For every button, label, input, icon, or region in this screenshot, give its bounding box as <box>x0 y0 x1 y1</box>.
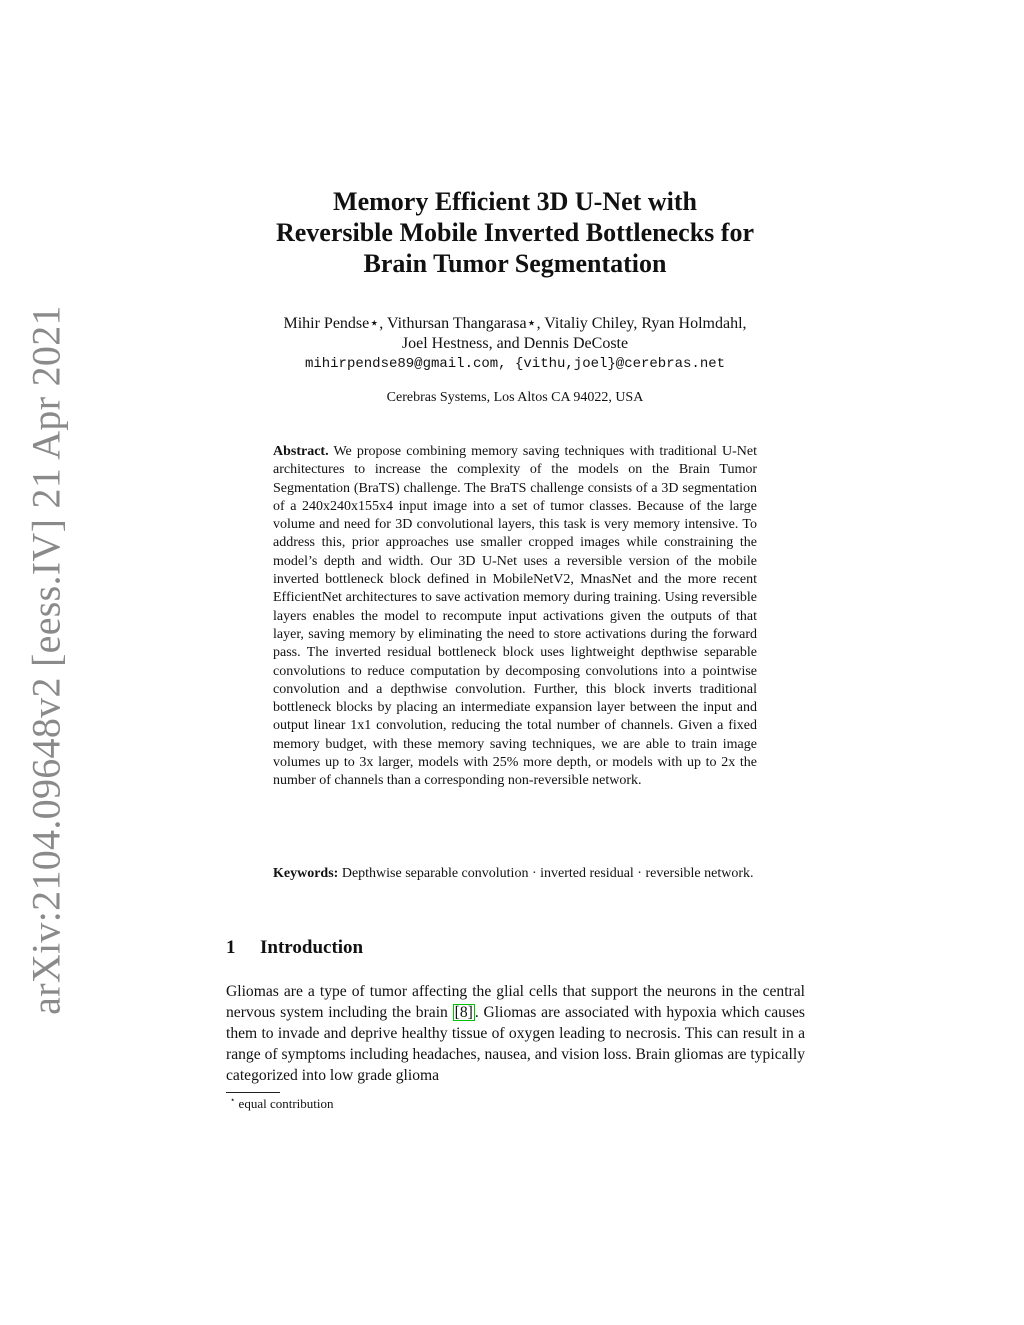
intro-text-after: . Gliomas are associated with hypoxia which causes them to invade and deprive healthy tissue of oxygen leading to necrosis. This can result in a range of symptoms including headaches, nausea, and vision loss. Brain gliomas are typically categorized into low grade glioma <box>226 1004 805 1084</box>
footnote-marker: ⋆ <box>230 1094 236 1105</box>
keywords-label: Keywords: <box>273 866 339 881</box>
citation-link[interactable]: [8] <box>454 1004 473 1021</box>
section-number: 1 <box>226 937 236 958</box>
author-list <box>200 314 830 354</box>
section-heading <box>226 936 363 960</box>
title-line-3: Brain Tumor Segmentation <box>363 249 667 278</box>
keywords-text: Depthwise separable convolution · inverted residual · reversible network. <box>341 866 754 881</box>
footnote-rule <box>226 1092 280 1093</box>
title-line-2: Reversible Mobile Inverted Bottlenecks for <box>275 218 754 247</box>
abstract <box>273 443 757 791</box>
abstract-text: We propose combining memory saving techniques with traditional U-Net architectures to increase the complexity of the models on the Brain Tumor Segmentation (BraTS) challenge. The BraTS challenge consists of a 3D segmentation of a 240x240x155x4 input image into a set of tumor classes. Because of the large volume and need for 3D convolutional layers, this task is very memory intensive. To address this, prior approaches use smaller cropped images while constraining the model’s depth and width. Our 3D U-Net uses a reversible version of the mobile inverted bottleneck block defined in MobileNetV2, MnasNet and the more recent EfficientNet architectures to save activation memory during training. Using reversible layers enables the model to recompute input activations given the outputs of that layer, saving memory by eliminating the need to store activations during the forward pass. The inverted residual bottleneck block uses lightweight depthwise separable convolutions to reduce computation by decomposing convolutions into a pointwise convolution and a depthwise convolution. Further, this block inverts traditional bottleneck blocks by placing an intermediate expansion layer between the input and output linear 1x1 convolution, reducing the total number of channels. Given a fixed memory budget, with these memory saving techniques, we are able to train image volumes up to 3x larger, models with 25% more depth, or models with up to 2x the number of channels than a corresponding non-reversible network. <box>273 444 757 789</box>
footnote <box>230 1096 334 1112</box>
keywords <box>273 865 757 883</box>
section-title: Introduction <box>260 937 364 958</box>
author-emails: mihirpendse89@gmail.com, {vithu,joel}@cerebras.net <box>304 356 726 372</box>
title-line-1: Memory Efficient 3D U-Net with <box>333 187 697 216</box>
abstract-label: Abstract. <box>273 444 329 459</box>
arxiv-identifier: arXiv:2104.09648v2 [eess.IV] 21 Apr 2021 <box>23 305 69 1015</box>
authors-line-1: Mihir Pendse⋆, Vithursan Thangarasa⋆, Vitaliy Chiley, Ryan Holmdahl, <box>283 315 747 332</box>
paper-title <box>180 186 850 279</box>
intro-text-before: Gliomas are a type of tumor affecting the glial cells that support the neurons in the central nervous system including the brain <box>226 983 805 1021</box>
introduction-paragraph <box>226 981 805 1086</box>
affiliation: Cerebras Systems, Los Altos CA 94022, USA <box>386 390 644 405</box>
authors-line-2: Joel Hestness, and Dennis DeCoste <box>401 335 629 352</box>
footnote-text: equal contribution <box>238 1096 334 1111</box>
